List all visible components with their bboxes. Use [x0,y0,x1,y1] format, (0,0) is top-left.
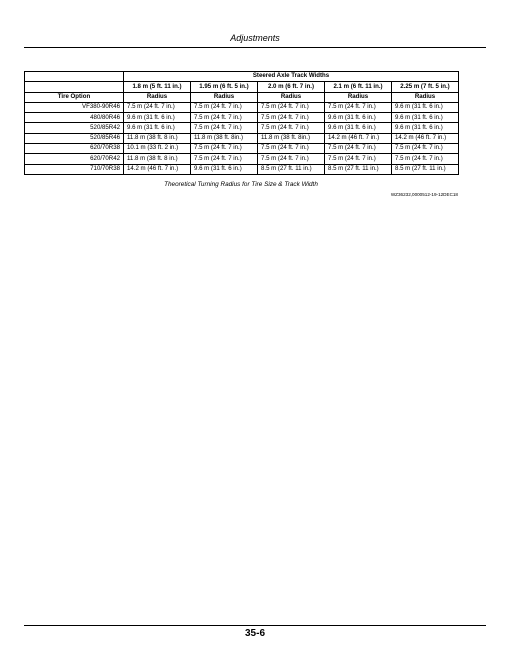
tire-option-cell: 480/80R46 [25,113,124,123]
track-widths-heading: Steered Axle Track Widths [124,72,459,82]
column-heading: 1.95 m (6 ft. 5 in.) [191,82,258,92]
radius-cell: 7.5 m (24 ft. 7 in.) [258,154,325,164]
table-row [25,123,459,133]
radius-cell: 14.2 m (46 ft. 7 in.) [325,133,392,143]
table-row [25,113,459,123]
radius-cell: 7.5 m (24 ft. 7 in.) [258,102,325,112]
column-heading: 1.8 m (5 ft. 11 in.) [124,82,191,92]
radius-subheading: Radius [258,92,325,102]
tire-option-heading: Tire Option [25,92,124,102]
radius-cell: 7.5 m (24 ft. 7 in.) [258,144,325,154]
radius-cell: 11.8 m (38 ft. 8 in.) [124,154,191,164]
radius-cell: 7.5 m (24 ft. 7 in.) [258,113,325,123]
turning-radius-table [24,71,459,175]
radius-cell: 14.2 m (46 ft. 7 in.) [392,133,459,143]
radius-cell: 14.2 m (46 ft. 7 in.) [124,164,191,174]
radius-cell: 9.6 m (31 ft. 6 in.) [392,102,459,112]
table-corner-cell [25,82,124,92]
tire-option-cell: 710/70R38 [25,164,124,174]
radius-cell: 9.6 m (31 ft. 6 in.) [124,113,191,123]
page-header-title: Adjustments [230,33,280,43]
table-row [25,154,459,164]
table-caption: Theoretical Turning Radius for Tire Size & Track Width [164,181,318,188]
radius-cell: 7.5 m (24 ft. 7 in.) [392,144,459,154]
tire-option-cell: 620/70R42 [25,154,124,164]
radius-cell: 7.5 m (24 ft. 7 in.) [191,113,258,123]
radius-cell: 9.6 m (31 ft. 6 in.) [325,113,392,123]
radius-subheading: Radius [392,92,459,102]
document-id: WZ36232,0000512-19-12DEC18 [390,192,458,197]
radius-cell: 10.1 m (33 ft. 2 in.) [124,144,191,154]
radius-cell: 7.5 m (24 ft. 7 in.) [325,144,392,154]
radius-cell: 7.5 m (24 ft. 7 in.) [191,154,258,164]
column-heading: 2.1 m (6 ft. 11 in.) [325,82,392,92]
tire-option-cell: VF380-90R46 [25,102,124,112]
table-row [25,144,459,154]
radius-cell: 9.6 m (31 ft. 6 in.) [191,164,258,174]
tire-option-cell: 520/85R42 [25,123,124,133]
radius-subheading: Radius [191,92,258,102]
radius-cell: 7.5 m (24 ft. 7 in.) [325,102,392,112]
radius-subheading: Radius [124,92,191,102]
radius-cell: 9.6 m (31 ft. 6 in.) [392,123,459,133]
page-number: 35-6 [244,628,265,639]
radius-cell: 9.6 m (31 ft. 6 in.) [124,123,191,133]
column-heading: 2.25 m (7 ft. 5 in.) [392,82,459,92]
radius-cell: 7.5 m (24 ft. 7 in.) [191,144,258,154]
table-column-heading-row [25,82,459,92]
radius-cell: 8.5 m (27 ft. 11 in.) [392,164,459,174]
radius-subheading: Radius [325,92,392,102]
tire-option-cell: 520/85R46 [25,133,124,143]
column-heading: 2.0 m (6 ft. 7 in.) [258,82,325,92]
table-row [25,164,459,174]
radius-cell: 11.8 m (38 ft. 8 in.) [124,133,191,143]
radius-cell: 9.6 m (31 ft. 6 in.) [392,113,459,123]
footer-rule [24,625,486,626]
table-row [25,133,459,143]
radius-cell: 9.6 m (31 ft. 6 in.) [325,123,392,133]
tire-option-cell: 620/70R38 [25,144,124,154]
table-corner-cell [25,72,124,82]
radius-cell: 8.5 m (27 ft. 11 in.) [325,164,392,174]
table-row [25,102,459,112]
radius-cell: 7.5 m (24 ft. 7 in.) [325,154,392,164]
radius-cell: 7.5 m (24 ft. 7 in.) [191,102,258,112]
table-subheading-row [25,92,459,102]
radius-cell: 11.8 m (38 ft. 8in.) [191,133,258,143]
radius-cell: 11.8 m (38 ft. 8in.) [258,133,325,143]
radius-cell: 7.5 m (24 ft. 7 in.) [124,102,191,112]
radius-cell: 7.5 m (24 ft. 7 in.) [258,123,325,133]
header-rule [24,47,486,48]
table-group-heading-row [25,72,459,82]
radius-cell: 7.5 m (24 ft. 7 in.) [191,123,258,133]
radius-cell: 8.5 m (27 ft. 11 in.) [258,164,325,174]
radius-cell: 7.5 m (24 ft. 7 in.) [392,154,459,164]
